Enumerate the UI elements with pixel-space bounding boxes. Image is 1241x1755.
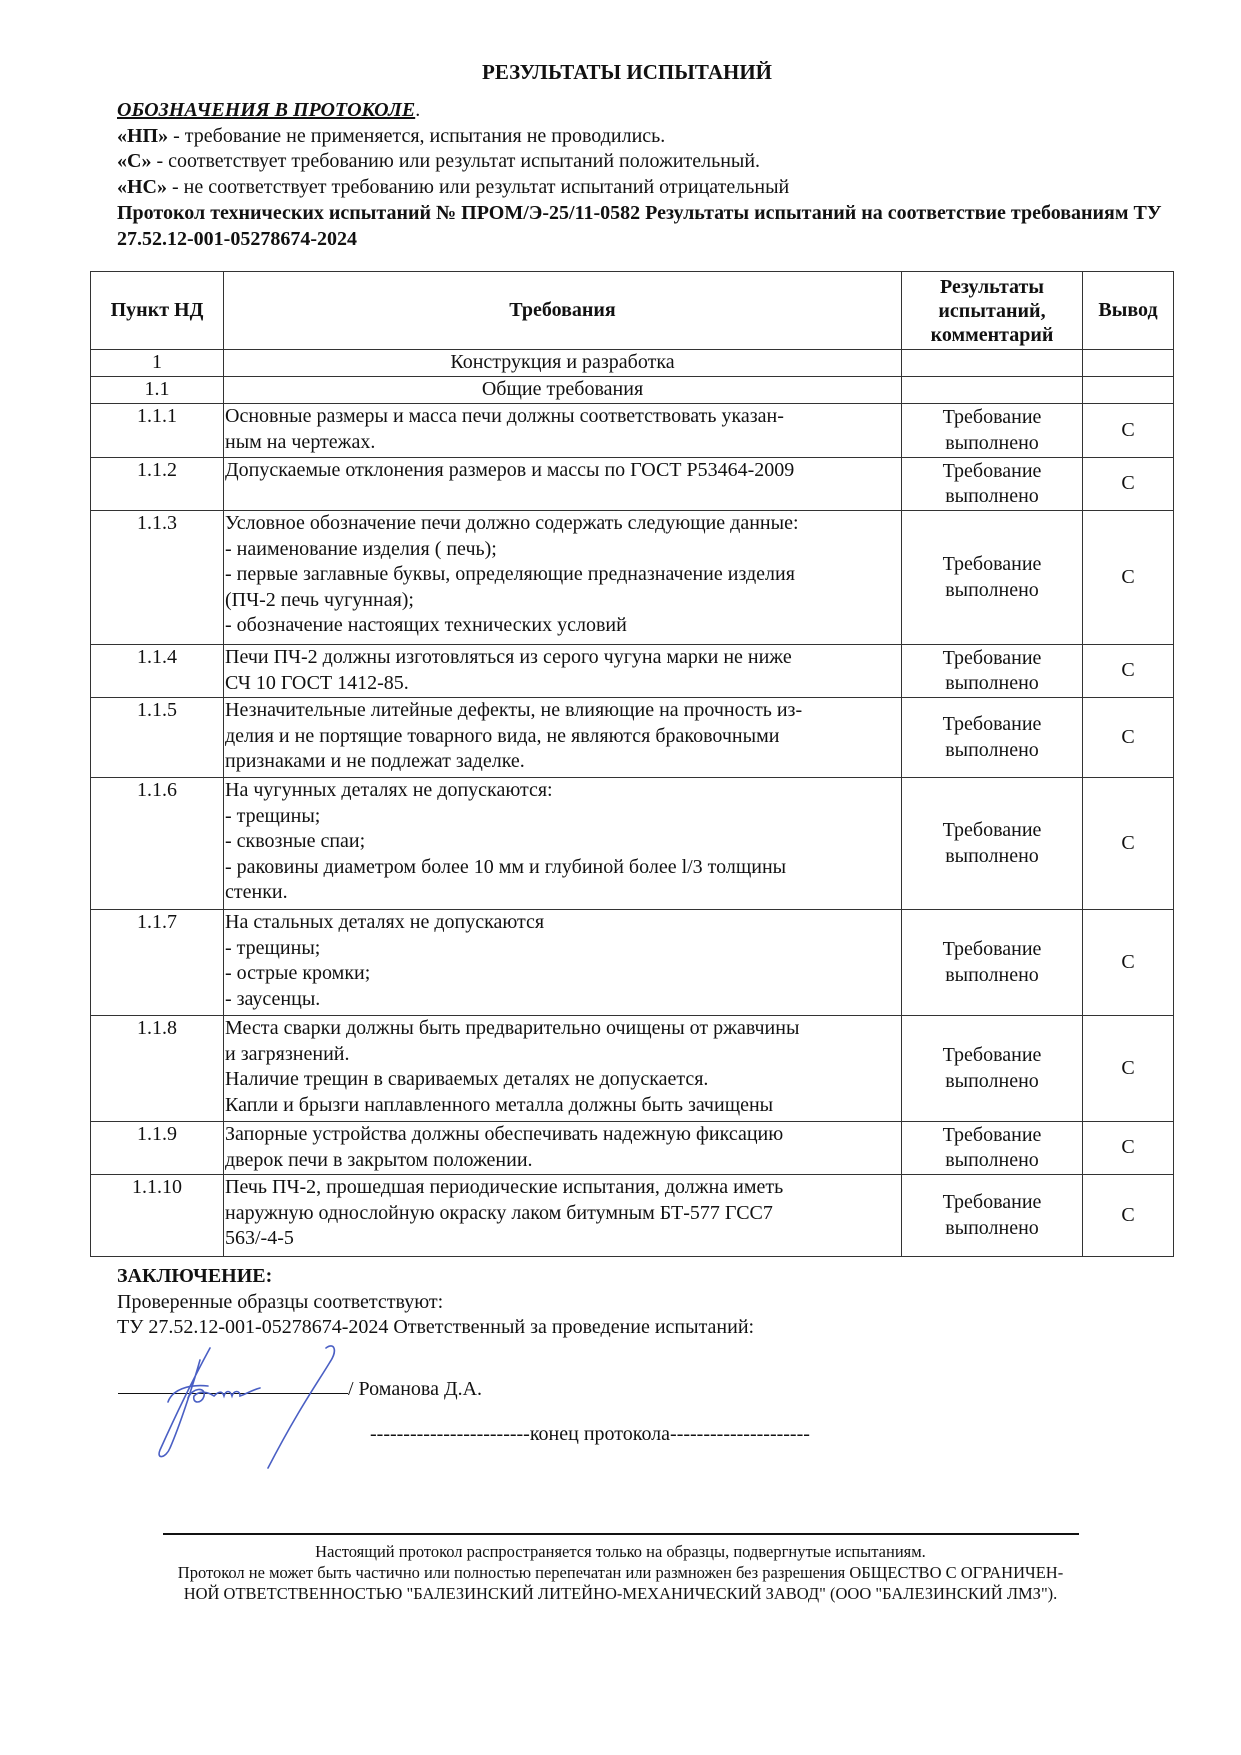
footer-line-1: Настоящий протокол распространяется только на образцы, подвергнутые испытаниям. bbox=[315, 1542, 926, 1561]
footer bbox=[100, 1541, 1141, 1604]
legend-heading: ОБОЗНАЧЕНИЯ В ПРОТОКОЛЕ bbox=[117, 99, 416, 121]
row-requirement: Условное обозначение печи должно содержать следующие данные: - наименование изделия ( печь); - первые заглавные буквы, определяющие предназначение изделия (ПЧ-2 печь чугунная); - обозначение настоящих технических условий bbox=[224, 511, 902, 645]
table-row bbox=[91, 458, 1174, 511]
row-point: 1.1.2 bbox=[91, 458, 224, 511]
row-verdict: С bbox=[1083, 404, 1174, 458]
row-result: Требование выполнено bbox=[902, 511, 1083, 645]
row-result: Требование выполнено bbox=[902, 1016, 1083, 1122]
row-result: Требование выполнено bbox=[902, 404, 1083, 458]
row-point: 1.1.10 bbox=[91, 1175, 224, 1257]
row-verdict: С bbox=[1083, 511, 1174, 645]
row-result: Требование выполнено bbox=[902, 910, 1083, 1016]
conclusion-heading: ЗАКЛЮЧЕНИЕ: bbox=[117, 1265, 273, 1287]
row-point: 1.1.7 bbox=[91, 910, 224, 1016]
row-verdict: С bbox=[1083, 778, 1174, 910]
row-requirement: Допускаемые отклонения размеров и массы по ГОСТ Р53464-2009 bbox=[224, 458, 902, 511]
row-result: Требование выполнено bbox=[902, 778, 1083, 910]
row-result: Требование выполнено bbox=[902, 1122, 1083, 1175]
header-requirements: Требования bbox=[224, 272, 902, 350]
row-verdict: С bbox=[1083, 645, 1174, 698]
row-result: Требование выполнено bbox=[902, 645, 1083, 698]
table-row bbox=[91, 698, 1174, 778]
section-row: 1 Конструкция и разработка bbox=[91, 350, 1174, 377]
legend-item-s: «С» - соответствует требованию или результат испытаний положительный. bbox=[117, 150, 761, 173]
table-row bbox=[91, 1016, 1174, 1122]
table-row bbox=[91, 1122, 1174, 1175]
document-title: РЕЗУЛЬТАТЫ ИСПЫТАНИЙ bbox=[482, 60, 772, 84]
signer-name: / Романова Д.А. bbox=[348, 1378, 483, 1400]
legend-item-ns: «НС» - не соответствует требованию или результат испытаний отрицательный bbox=[117, 176, 790, 199]
end-of-protocol: ------------------------конец протокола--------------------- bbox=[370, 1423, 810, 1445]
table-header-row bbox=[91, 272, 1174, 350]
requirements-table bbox=[90, 271, 1174, 1257]
footer-divider bbox=[163, 1533, 1079, 1535]
row-point: 1.1.9 bbox=[91, 1122, 224, 1175]
signature-icon bbox=[148, 1340, 348, 1470]
table-row bbox=[91, 910, 1174, 1016]
row-point: 1.1.3 bbox=[91, 511, 224, 645]
table-row bbox=[91, 1175, 1174, 1257]
header-results: Результаты испытаний, комментарий bbox=[902, 272, 1083, 350]
header-point: Пункт НД bbox=[91, 272, 224, 350]
row-point: 1.1.4 bbox=[91, 645, 224, 698]
row-result: Требование выполнено bbox=[902, 698, 1083, 778]
section-row: 1.1 Общие требования bbox=[91, 377, 1174, 404]
row-verdict: С bbox=[1083, 1122, 1174, 1175]
row-verdict: С bbox=[1083, 1016, 1174, 1122]
table-row bbox=[91, 645, 1174, 698]
table-row bbox=[91, 511, 1174, 645]
table-row bbox=[91, 778, 1174, 910]
conclusion-line-1: Проверенные образцы соответствуют: bbox=[117, 1290, 444, 1313]
row-verdict: С bbox=[1083, 1175, 1174, 1257]
row-point: 1.1.5 bbox=[91, 698, 224, 778]
row-verdict: С bbox=[1083, 910, 1174, 1016]
row-verdict: С bbox=[1083, 698, 1174, 778]
row-requirement: Печь ПЧ-2, прошедшая периодические испытания, должна иметь наружную однослойную окраску лаком битумным БТ-577 ГСС7 563/-4-5 bbox=[224, 1175, 902, 1257]
legend-heading-line: ОБОЗНАЧЕНИЯ В ПРОТОКОЛЕ. bbox=[117, 99, 421, 121]
legend-block bbox=[117, 98, 1177, 252]
legend-item-np: «НП» - требование не применяется, испытания не проводились. bbox=[117, 124, 666, 147]
table-row bbox=[91, 404, 1174, 458]
conclusion-block bbox=[117, 1264, 754, 1341]
row-point: 1.1.1 bbox=[91, 404, 224, 458]
conclusion-line-2: ТУ 27.52.12-001-05278674-2024 Ответственный за проведение испытаний: bbox=[117, 1316, 755, 1338]
header-verdict: Вывод bbox=[1083, 272, 1174, 350]
row-requirement: На чугунных деталях не допускаются: - трещины; - сквозные спаи; - раковины диаметром более 10 мм и глубиной более l/3 толщины стенки. bbox=[224, 778, 902, 910]
row-requirement: Незначительные литейные дефекты, не влияющие на прочность из- делия и не портящие товарного вида, не являются браковочными признаками и не подлежат заделке. bbox=[224, 698, 902, 778]
row-point: 1.1.6 bbox=[91, 778, 224, 910]
row-requirement: На стальных деталях не допускаются - трещины; - острые кромки; - заусенцы. bbox=[224, 910, 902, 1016]
row-requirement: Основные размеры и масса печи должны соответствовать указан- ным на чертежах. bbox=[224, 404, 902, 458]
row-result: Требование выполнено bbox=[902, 1175, 1083, 1257]
protocol-title: Протокол технических испытаний № ПРОМ/Э-25/11-0582 Результаты испытаний на соответствие требованиям ТУ 27.52.12-001-05278674-2024 bbox=[117, 201, 1162, 250]
row-verdict: С bbox=[1083, 458, 1174, 511]
row-requirement: Печи ПЧ-2 должны изготовляться из серого чугуна марки не ниже СЧ 10 ГОСТ 1412-85. bbox=[224, 645, 902, 698]
footer-line-2: Протокол не может быть частично или полностью перепечатан или размножен без разрешения ОБЩЕСТВО С ОГРАНИЧЕН- bbox=[177, 1563, 1064, 1582]
footer-line-3: НОЙ ОТВЕТСТВЕННОСТЬЮ "БАЛЕЗИНСКИЙ ЛИТЕЙНО-МЕХАНИЧЕСКИЙ ЗАВОД" (ООО "БАЛЕЗИНСКИЙ ЛМЗ"). bbox=[183, 1584, 1058, 1603]
row-result: Требование выполнено bbox=[902, 458, 1083, 511]
row-requirement: Места сварки должны быть предварительно очищены от ржавчины и загрязнений. Наличие трещин в свариваемых деталях не допускается. Капли и брызги наплавленного металла должны быть зачищены bbox=[224, 1016, 902, 1122]
row-point: 1.1.8 bbox=[91, 1016, 224, 1122]
row-requirement: Запорные устройства должны обеспечивать надежную фиксацию дверок печи в закрытом положении. bbox=[224, 1122, 902, 1175]
